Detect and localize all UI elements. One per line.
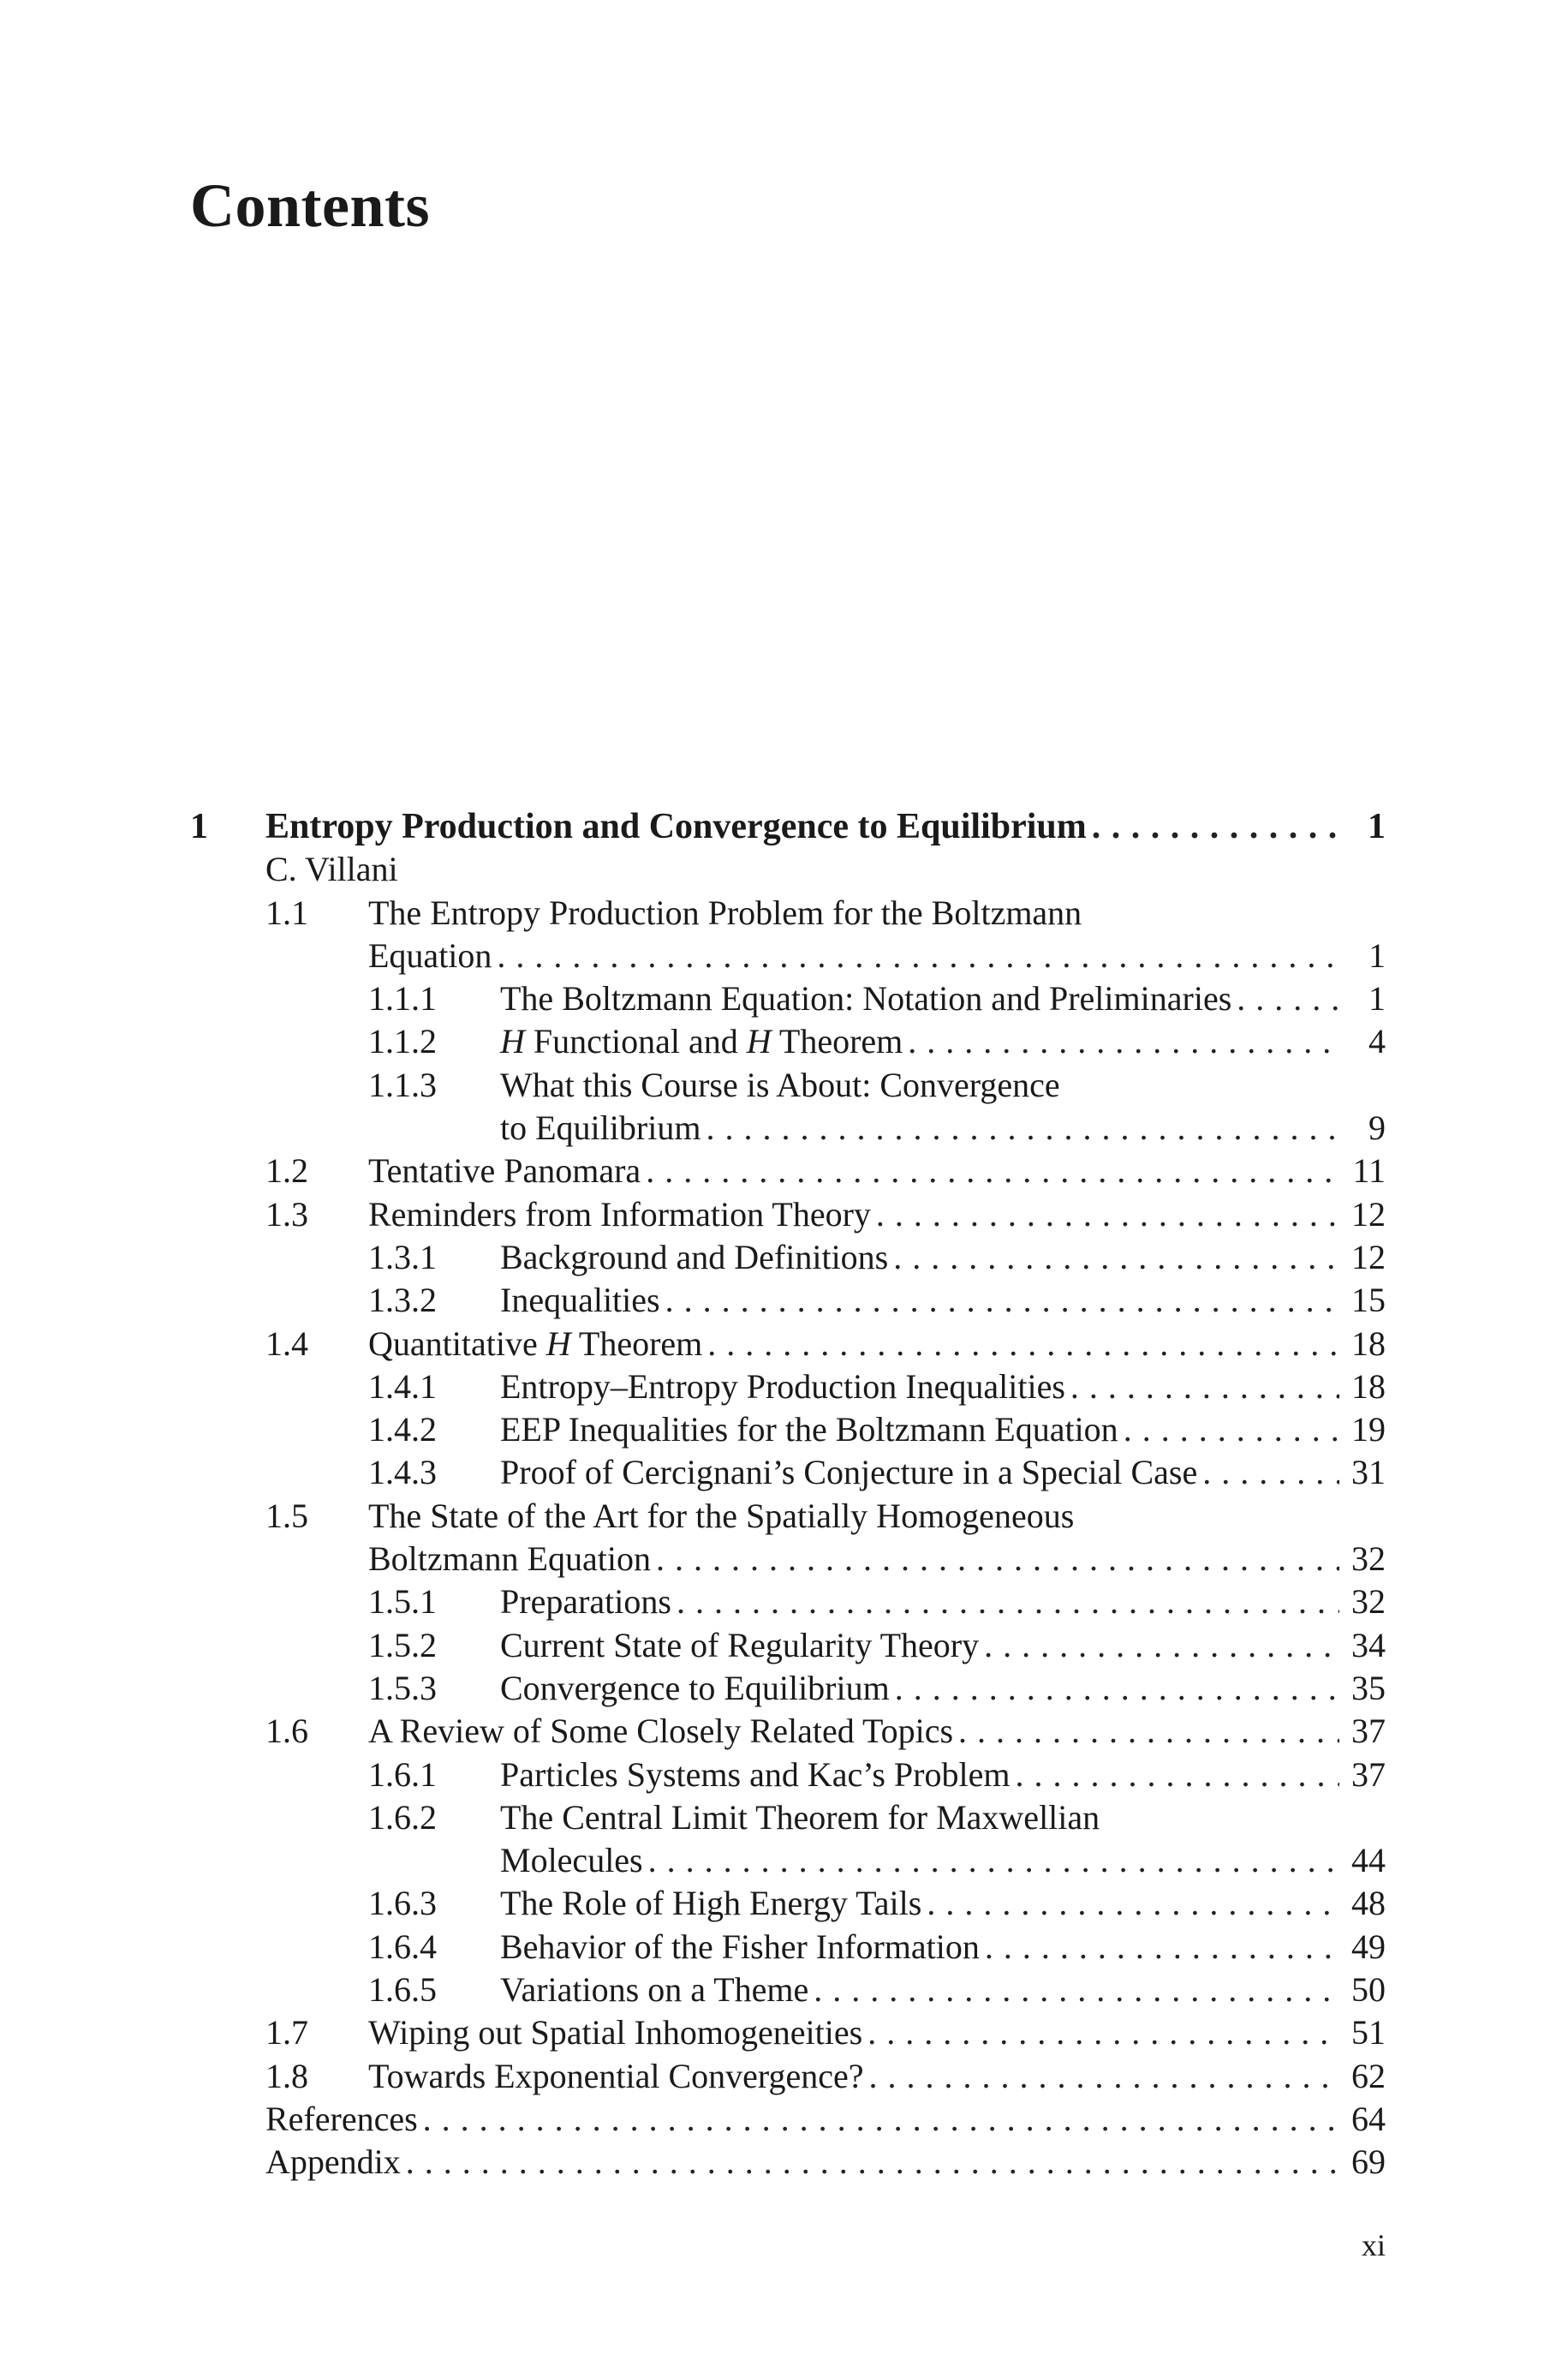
page-folio: xi	[1361, 2228, 1386, 2262]
entry-number: 1.6	[265, 1712, 308, 1751]
entry-page: 44	[1351, 1841, 1386, 1880]
entry-title: Entropy–Entropy Production Inequalities	[500, 1366, 1065, 1406]
entry-title: Particles Systems and Kac’s Problem	[500, 1754, 1011, 1794]
dot-leader	[867, 2011, 1339, 2054]
entry-title: Preparations	[500, 1582, 671, 1622]
toc-entry[interactable]	[190, 1710, 1386, 1753]
toc-entry[interactable]	[190, 1796, 1386, 1839]
toc-entry[interactable]	[190, 1969, 1386, 2011]
toc-entry[interactable]	[190, 1020, 1386, 1063]
toc-entry[interactable]	[190, 1236, 1386, 1279]
toc-entry[interactable]	[190, 1839, 1386, 1882]
entry-title: Inequalities	[500, 1281, 660, 1320]
entry-title: Background and Definitions	[500, 1237, 889, 1276]
entry-title: Towards Exponential Convergence?	[368, 2056, 864, 2095]
entry-number: 1.3.2	[368, 1281, 437, 1320]
entry-number: 1.2	[265, 1151, 308, 1191]
entry-page: 49	[1351, 1927, 1386, 1966]
toc-entry[interactable]	[190, 1926, 1386, 1969]
entry-title: Tentative Panomara	[368, 1151, 641, 1191]
dot-leader	[908, 1020, 1339, 1063]
entry-page: 15	[1351, 1281, 1386, 1320]
entry-title: The Entropy Production Problem for the Boltzmann	[368, 893, 1082, 932]
entry-page: 62	[1351, 2056, 1386, 2095]
entry-title: Reminders from Information Theory	[368, 1194, 871, 1234]
toc-chapter-1[interactable]	[190, 805, 1386, 848]
toc-entry[interactable]	[190, 1150, 1386, 1192]
dot-leader	[1070, 1365, 1339, 1408]
dot-leader	[927, 1882, 1339, 1925]
entry-title: Quantitative H Theorem	[368, 1323, 703, 1363]
entry-page: 1	[1368, 979, 1386, 1019]
dot-leader	[423, 2098, 1339, 2141]
entry-title: Molecules	[500, 1841, 643, 1880]
entry-title: The Boltzmann Equation: Notation and Preliminaries	[500, 979, 1232, 1019]
entry-number: 1.4.1	[368, 1366, 437, 1406]
entry-title: Equation	[368, 935, 492, 975]
toc-entry[interactable]	[190, 1882, 1386, 1925]
entry-number: 1.6.3	[368, 1884, 437, 1923]
entry-title: Wiping out Spatial Inhomogeneities	[368, 2013, 863, 2052]
entry-page: 51	[1351, 2013, 1386, 2052]
entry-number: 1.3	[265, 1194, 308, 1234]
entry-title: What this Course is About: Convergence	[500, 1065, 1060, 1104]
chapter-author: C. Villani	[265, 850, 398, 889]
entry-page: 18	[1351, 1366, 1386, 1406]
dot-leader	[706, 1107, 1339, 1150]
dot-leader	[1124, 1408, 1339, 1451]
entry-title: The Central Limit Theorem for Maxwellian	[500, 1797, 1100, 1837]
entry-page: 64	[1351, 2099, 1386, 2138]
toc-entry[interactable]	[190, 1323, 1386, 1365]
dot-leader	[814, 1969, 1339, 2011]
entry-number: 1.1.1	[368, 979, 437, 1019]
toc-entry[interactable]	[190, 2055, 1386, 2098]
entry-title: EEP Inequalities for the Boltzmann Equation	[500, 1410, 1118, 1449]
toc-entry[interactable]	[190, 2141, 1386, 2184]
dot-leader	[985, 1926, 1339, 1969]
entry-page: 9	[1368, 1108, 1386, 1148]
toc-entry[interactable]	[190, 977, 1386, 1020]
toc-entries	[190, 892, 1386, 2184]
dot-leader	[1092, 805, 1339, 848]
toc-entry[interactable]	[190, 1754, 1386, 1796]
dot-leader	[648, 1839, 1339, 1882]
entry-page: 4	[1368, 1022, 1386, 1061]
toc-entry[interactable]	[190, 2098, 1386, 2141]
entry-page: 31	[1351, 1453, 1386, 1492]
dot-leader	[1015, 1754, 1339, 1796]
chapter-page: 1	[1368, 807, 1386, 846]
entry-number: 1.4.3	[368, 1453, 437, 1492]
entry-title: Proof of Cercignani’s Conjecture in a Special Case	[500, 1453, 1198, 1492]
entry-number: 1.1.2	[368, 1022, 437, 1061]
entry-number: 1.1	[265, 893, 308, 932]
entry-number: 1.5	[265, 1496, 308, 1535]
dot-leader	[958, 1710, 1339, 1753]
entry-number: 1.5.1	[368, 1582, 437, 1622]
toc-entry[interactable]	[190, 1193, 1386, 1236]
entry-title: to Equilibrium	[500, 1108, 701, 1148]
toc-entry[interactable]	[190, 2011, 1386, 2054]
entry-page: 12	[1351, 1237, 1386, 1276]
entry-number: 1.8	[265, 2056, 308, 2095]
chapter-author-line	[190, 848, 1386, 891]
dot-leader	[876, 1193, 1339, 1236]
toc-entry[interactable]	[190, 1107, 1386, 1150]
toc-entry[interactable]	[190, 1624, 1386, 1667]
entry-page: 11	[1352, 1151, 1386, 1191]
entry-number: 1.6.2	[368, 1797, 437, 1837]
entry-number: 1.4.2	[368, 1410, 437, 1449]
toc-entry[interactable]	[190, 1451, 1386, 1494]
entry-number: 1.1.3	[368, 1065, 437, 1104]
entry-number: 1.6.1	[368, 1754, 437, 1794]
entry-page: 32	[1351, 1582, 1386, 1622]
toc-entry[interactable]	[190, 1279, 1386, 1322]
toc-entry[interactable]	[190, 1667, 1386, 1710]
entry-page: 35	[1351, 1668, 1386, 1707]
entry-number: 1.6.5	[368, 1970, 437, 2010]
entry-page: 19	[1351, 1410, 1386, 1449]
entry-page: 1	[1368, 935, 1386, 975]
entry-number: 1.4	[265, 1323, 308, 1363]
entry-page: 50	[1351, 1970, 1386, 2010]
entry-title: Appendix	[265, 2142, 401, 2182]
dot-leader	[707, 1323, 1339, 1365]
toc-entry[interactable]	[190, 1495, 1386, 1538]
entry-number: 1.5.2	[368, 1625, 437, 1664]
toc-entry[interactable]	[190, 892, 1386, 935]
toc-entry[interactable]	[190, 935, 1386, 977]
entry-page: 37	[1351, 1754, 1386, 1794]
entry-number: 1.5.3	[368, 1668, 437, 1707]
entry-title: The State of the Art for the Spatially Homogeneous	[368, 1496, 1075, 1535]
entry-number: 1.7	[265, 2013, 308, 2052]
toc-entry[interactable]	[190, 1365, 1386, 1408]
dot-leader	[869, 2055, 1340, 2098]
entry-page: 37	[1351, 1712, 1386, 1751]
dot-leader	[893, 1236, 1339, 1279]
entry-page: 48	[1351, 1884, 1386, 1923]
dot-leader	[1237, 977, 1339, 1020]
entry-page: 34	[1351, 1625, 1386, 1664]
entry-number: 1.3.1	[368, 1237, 437, 1276]
entry-title: References	[265, 2099, 418, 2138]
dot-leader	[1202, 1451, 1339, 1494]
chapter-title: Entropy Production and Convergence to Equilibrium	[265, 807, 1087, 846]
dot-leader	[406, 2141, 1339, 2184]
entry-page: 12	[1351, 1194, 1386, 1234]
entry-number: 1.6.4	[368, 1927, 437, 1966]
entry-title: Variations on a Theme	[500, 1970, 809, 2010]
dot-leader	[677, 1580, 1339, 1623]
entry-page: 18	[1351, 1323, 1386, 1363]
entry-page: 32	[1351, 1539, 1386, 1579]
table-of-contents	[190, 805, 1386, 2184]
toc-entry[interactable]	[190, 1408, 1386, 1451]
dot-leader	[665, 1279, 1339, 1322]
toc-entry[interactable]	[190, 1064, 1386, 1107]
entry-title: Boltzmann Equation	[368, 1539, 651, 1579]
dot-leader	[656, 1538, 1339, 1580]
dot-leader	[984, 1624, 1339, 1667]
entry-title: The Role of High Energy Tails	[500, 1884, 922, 1923]
entry-title: A Review of Some Closely Related Topics	[368, 1712, 954, 1751]
toc-entry[interactable]	[190, 1580, 1386, 1623]
dot-leader	[646, 1150, 1339, 1192]
dot-leader	[895, 1667, 1339, 1710]
entry-page: 69	[1351, 2142, 1386, 2182]
toc-entry[interactable]	[190, 1538, 1386, 1580]
dot-leader	[497, 935, 1339, 977]
entry-title: Convergence to Equilibrium	[500, 1668, 890, 1707]
page-title: Contents	[190, 171, 431, 240]
entry-title: Current State of Regularity Theory	[500, 1625, 980, 1664]
chapter-number: 1	[190, 807, 208, 846]
entry-title: H Functional and H Theorem	[500, 1022, 903, 1061]
entry-title: Behavior of the Fisher Information	[500, 1927, 980, 1966]
